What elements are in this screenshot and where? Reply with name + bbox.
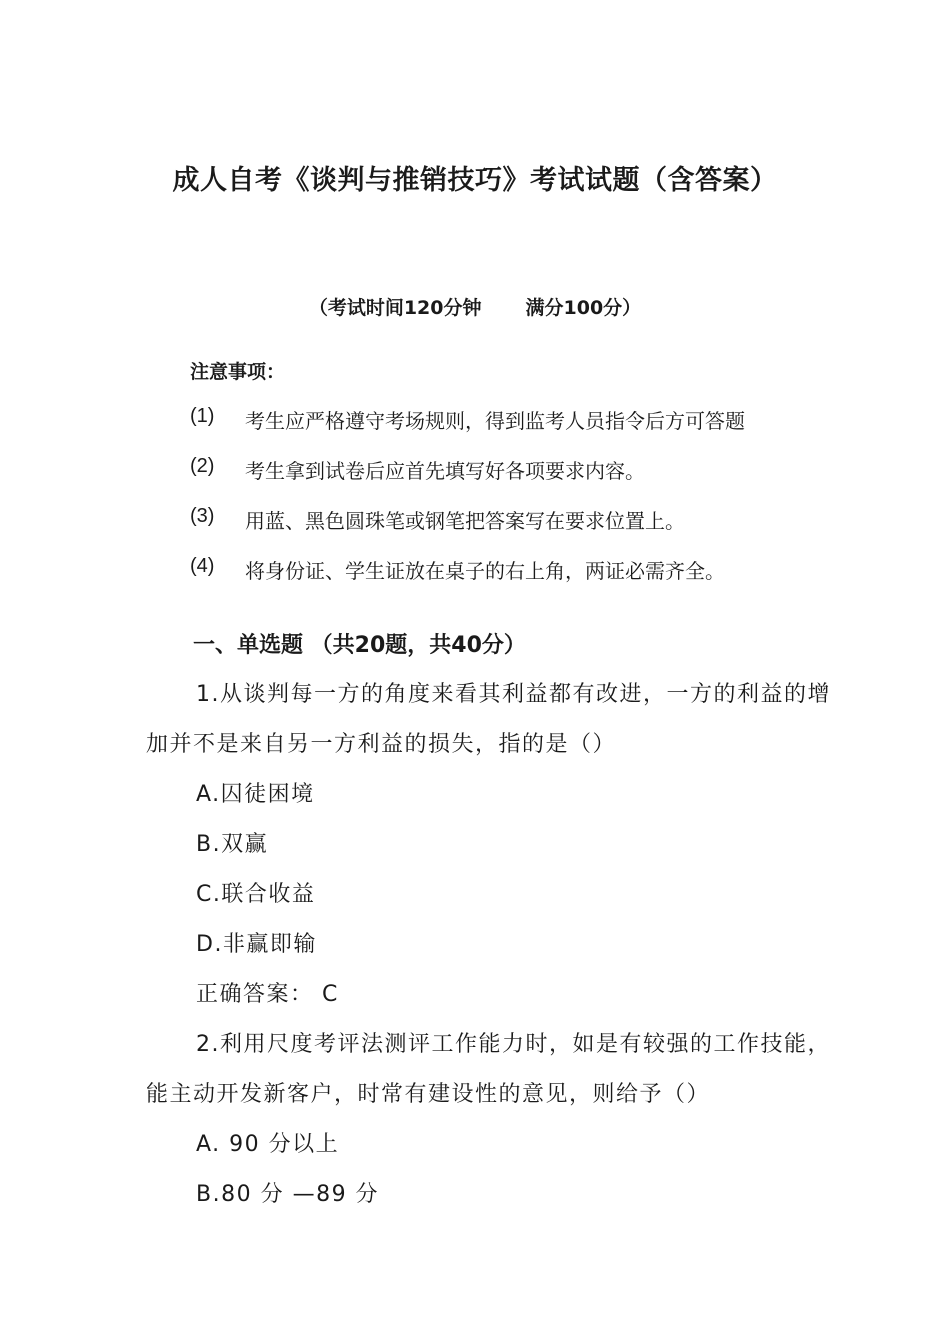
notice-number: (1): [190, 405, 215, 427]
notice-heading: 注意事项：: [190, 361, 286, 383]
correct-answer: 正确答案： C: [196, 982, 339, 1007]
exam-score: 满分100分）: [525, 297, 642, 319]
section-heading: 一、单选题 （共20题，共40分）: [193, 633, 526, 658]
question-list: [146, 670, 836, 1220]
document-title: 成人自考《谈判与推销技巧》考试试题（含答案）: [172, 165, 778, 196]
notice-item: [190, 555, 745, 605]
exam-info: [0, 293, 950, 320]
option-b: B.双赢: [196, 832, 269, 857]
notice-text: 用蓝、黑色圆珠笔或钢笔把答案写在要求位置上。: [245, 509, 685, 533]
notice-item: [190, 505, 745, 555]
notice-number: (4): [190, 555, 215, 577]
question-text: 2.利用尺度考评法测评工作能力时，如是有较强的工作技能，能主动开发新客户，时常有建设性的意见，则给予（）: [146, 1032, 831, 1107]
notice-text: 将身份证、学生证放在桌子的右上角，两证必需齐全。: [245, 559, 725, 583]
notice-item: [190, 405, 745, 455]
option-a: A.囚徒困境: [196, 782, 315, 807]
notice-number: (3): [190, 505, 215, 527]
option-d: D.非赢即输: [196, 932, 317, 957]
notice-item: [190, 455, 745, 505]
notice-text: 考生应严格遵守考场规则，得到监考人员指令后方可答题: [245, 409, 745, 433]
question-text: 1.从谈判每一方的角度来看其利益都有改进，一方的利益的增加并不是来自另一方利益的损失，指的是（）: [146, 682, 831, 757]
notice-list: [190, 405, 745, 605]
exam-time: （考试时间120分钟: [308, 297, 482, 319]
option-c: C.联合收益: [196, 882, 316, 907]
notice-number: (2): [190, 455, 215, 477]
question: [146, 670, 836, 1020]
question: [146, 1020, 836, 1220]
notice-text: 考生拿到试卷后应首先填写好各项要求内容。: [245, 459, 645, 483]
option-b: B.80 分 —89 分: [196, 1182, 380, 1207]
option-a: A. 90 分以上: [196, 1132, 340, 1157]
